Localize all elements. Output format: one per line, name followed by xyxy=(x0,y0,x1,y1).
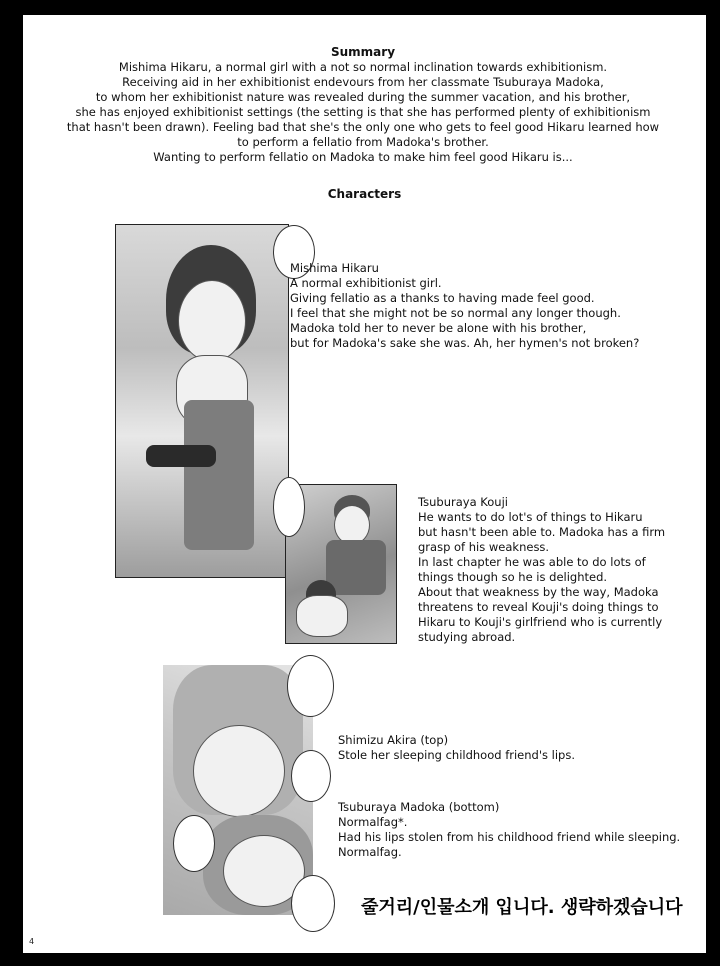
madoka-description xyxy=(338,800,698,860)
characters-heading: Characters xyxy=(327,187,402,201)
description-line: Madoka told her to never be alone with his brother, xyxy=(290,321,587,335)
page-number: 4 xyxy=(29,937,35,946)
speech-bubble xyxy=(273,477,305,537)
hikaru-description xyxy=(290,261,690,351)
description-line: Tsuburaya Kouji xyxy=(418,495,508,509)
manga-page xyxy=(23,15,706,953)
description-line: but hasn't been able to. Madoka has a firm xyxy=(418,525,666,539)
summary-line: Mishima Hikaru, a normal girl with a not so normal inclination towards exhibitionism. xyxy=(118,60,608,74)
description-line: Stole her sleeping childhood friend's lips. xyxy=(338,748,575,762)
speech-bubble xyxy=(173,815,215,872)
kouji-description xyxy=(418,495,698,645)
summary-line: Receiving aid in her exhibitionist endevours from her classmate Tsuburaya Madoka, xyxy=(122,75,604,89)
summary-line: to whom her exhibitionist nature was revealed during the summer vacation, and his brother, xyxy=(95,90,631,104)
summary-heading: Summary xyxy=(330,45,396,59)
description-line: Tsuburaya Madoka (bottom) xyxy=(338,800,500,814)
description-line: About that weakness by the way, Madoka xyxy=(418,585,659,599)
speech-bubble xyxy=(287,655,334,717)
speech-bubble xyxy=(291,875,335,932)
hikaru-illustration xyxy=(115,224,289,578)
description-line: but for Madoka's sake she was. Ah, her hymen's not broken? xyxy=(290,336,640,350)
description-line: Hikaru to Kouji's girlfriend who is currently xyxy=(418,615,663,629)
description-line: things though so he is delighted. xyxy=(418,570,608,584)
summary-line: that hasn't been drawn). Feeling bad that she's the only one who gets to feel good Hikaru learned how xyxy=(66,120,660,134)
summary-section xyxy=(43,45,683,165)
description-line: studying abroad. xyxy=(418,630,516,644)
description-line: Normalfag. xyxy=(338,845,402,859)
description-line: threatens to reveal Kouji's doing things to xyxy=(418,600,659,614)
description-line: I feel that she might not be so normal any longer though. xyxy=(290,306,621,320)
description-line: Had his lips stolen from his childhood friend while sleeping. xyxy=(338,830,681,844)
description-line: Giving fellatio as a thanks to having made feel good. xyxy=(290,291,595,305)
description-line: Shimizu Akira (top) xyxy=(338,733,449,747)
summary-line: she has enjoyed exhibitionist settings (the setting is that she has performed plenty of exhibitionism xyxy=(75,105,651,119)
description-line: grasp of his weakness. xyxy=(418,540,550,554)
description-line: Normalfag*. xyxy=(338,815,408,829)
summary-line: Wanting to perform fellatio on Madoka to make him feel good Hikaru is... xyxy=(153,150,573,164)
speech-bubble xyxy=(291,750,331,802)
translator-note: 줄거리/인물소개 입니다. 생략하겠습니다 xyxy=(361,897,683,918)
description-line: In last chapter he was able to do lots of xyxy=(418,555,646,569)
description-line: A normal exhibitionist girl. xyxy=(290,276,442,290)
description-line: Mishima Hikaru xyxy=(290,261,379,275)
summary-line: to perform a fellatio from Madoka's brother. xyxy=(237,135,489,149)
akira-description xyxy=(338,733,688,763)
description-line: He wants to do lot's of things to Hikaru xyxy=(418,510,643,524)
